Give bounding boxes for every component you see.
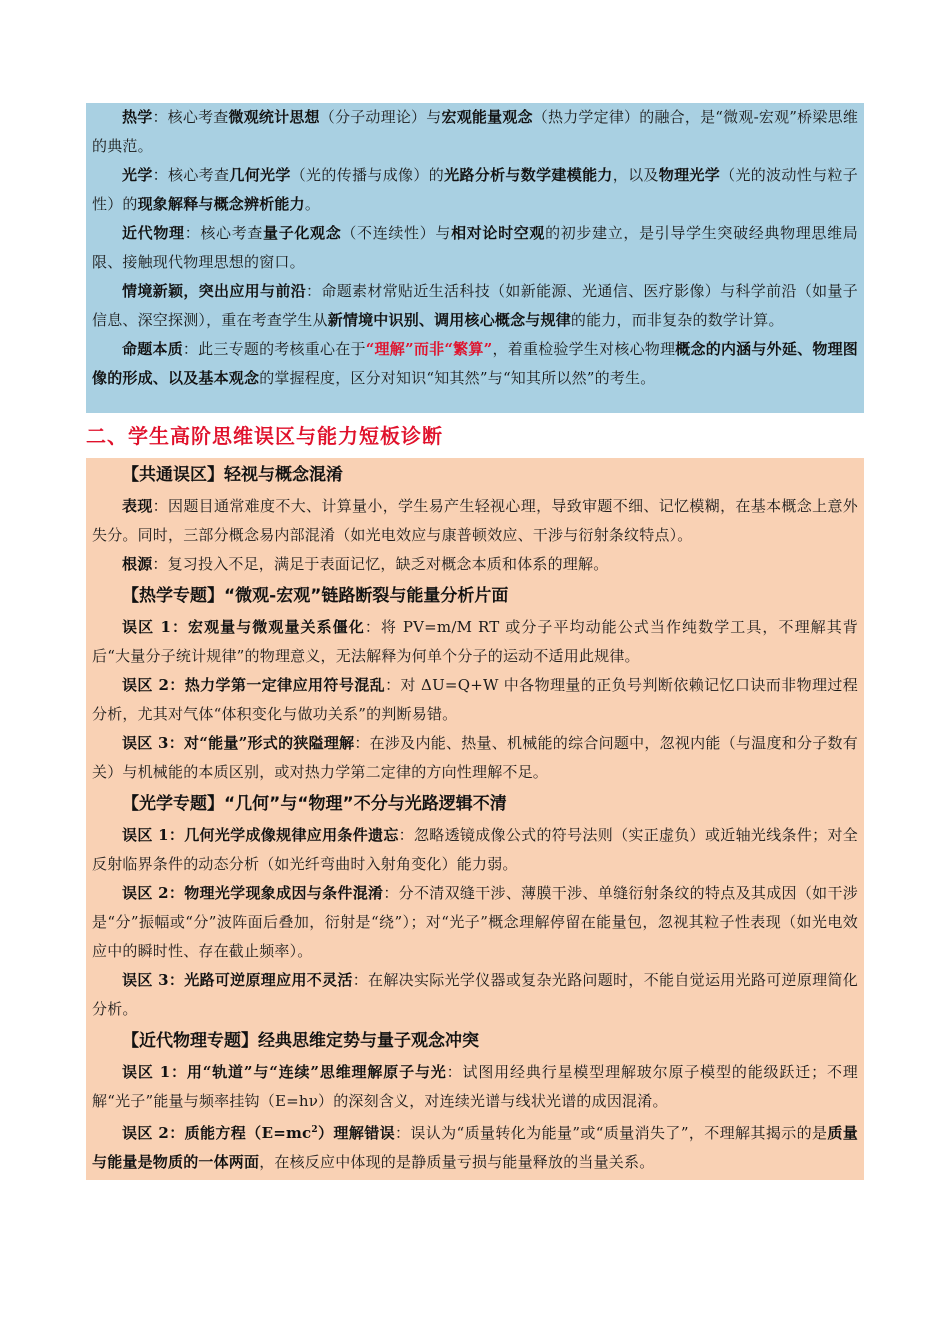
text: ：命题素材常贴近生活科技（如新能源、光通信、医疗影像）与科学前沿（如量子信息、深空探测），重在考查学生从 [92,282,858,329]
common-show-paragraph [92,492,858,550]
optics-item-3 [92,966,858,1024]
optics-item-1 [92,821,858,879]
text: ：将 PV=m/M RT 或分子平均动能公式当作纯数学工具，不理解其背后“大量分子统计规律”的物理意义，无法解释为何单个分子的运动不适用此规律。 [92,618,858,665]
show-lead: 表现 [122,497,153,515]
thermal-item-2 [92,671,858,729]
bold-text: 新情境中识别、调用核心概念与规律 [327,311,571,329]
text: ：误认为“质量转化为能量”或“质量消失了”，不理解其揭示的是 [395,1124,828,1142]
text: ：忽略透镜成像公式的符号法则（实正虚负）或近轴光线条件；对全反射临界条件的动态分析（如光纤弯曲时入射角变化）能力弱。 [92,826,858,873]
bold-text: 宏观能量观念 [441,108,533,126]
item-lead: 误区 1：用“轨道”与“连续”思维理解原子与光 [122,1063,447,1081]
diagnosis-box [86,458,864,1180]
modern-item-2 [92,1116,858,1177]
bold-text: 概念的内涵与外延、物理图像的形成、以及基本观念 [92,340,858,387]
item-lead: 误区 1：宏观量与微观量关系僵化 [122,618,365,636]
modern-lead: 近代物理 [122,224,185,242]
text: 的初步建立，是引导学生突破经典物理思维局限、接触现代物理思想的窗口。 [92,224,858,271]
item-lead: 误区 3：对“能量”形式的狭隘理解 [122,734,355,752]
text: ：此三专题的考核重心在于 [182,340,366,358]
text: ，在核反应中体现的是静质量亏损与能量释放的当量关系。 [259,1153,655,1171]
text: （分子动理论）与 [319,108,442,126]
section-title: 二、学生高阶思维误区与能力短板诊断 [86,424,443,448]
root-lead: 根源 [122,555,153,573]
thermal-lead: 热学 [122,108,153,126]
bold-text: 质量与能量是物质的一体两面 [92,1124,858,1171]
common-root-paragraph [92,550,858,579]
item-lead: 误区 1：几何光学成像规律应用条件遗忘 [122,826,399,844]
context-lead: 情境新颖，突出应用与前沿 [122,282,307,300]
text: （不连续性）与 [341,224,452,242]
essence-paragraph [92,335,858,393]
context-paragraph [92,277,858,335]
bold-text: 量子化观念 [263,224,342,242]
common-heading: 【共通误区】轻视与概念混淆 [122,465,343,485]
highlight-text: “理解”而非“繁算” [365,340,493,358]
item-lead [122,1124,395,1142]
text: 的能力，而非复杂的数学计算。 [570,311,784,329]
bold-text: 物理光学 [658,166,721,184]
lead-part: 误区 2：质能方程（E=mc [122,1124,312,1142]
text: ，着重检验学生对核心物理 [492,340,676,358]
modern-topic-heading: 【近代物理专题】经典思维定势与量子观念冲突 [122,1031,479,1051]
bold-text: 相对论时空观 [451,224,546,242]
thermal-paragraph [92,103,858,161]
text: ：复习投入不足，满足于表面记忆，缺乏对概念本质和体系的理解。 [152,555,609,573]
item-lead: 误区 3：光路可逆原理应用不灵活 [122,971,353,989]
modern-paragraph [92,219,858,277]
text: （热力学定律）的融合，是“微观-宏观”桥梁思维的典范。 [92,108,859,155]
text: ：核心考查 [184,224,264,242]
modern-item-1 [92,1058,858,1116]
text: ：分不清双缝干涉、薄膜干涉、单缝衍射条纹的特点及其成因（如干涉是“分”振幅或“分”波阵面后叠加，衍射是“绕”）；对“光子”概念理解停留在能量包，忽视其粒子性表现（如光电效应中的瞬时性、存在截止频率）。 [92,884,858,960]
item-lead: 误区 2：物理光学现象成因与条件混淆 [122,884,384,902]
essence-lead: 命题本质 [122,340,183,358]
bold-text: 几何光学 [229,166,291,184]
optics-paragraph [92,161,858,219]
text: 的掌握程度，区分对知识“知其然”与“知其所以然”的考生。 [259,369,656,387]
thermal-item-1 [92,613,858,671]
text: ，以及 [612,166,659,184]
text: ：对 ΔU=Q+W 中各物理量的正负号判断依赖记忆口诀而非物理过程分析，尤其对气体“体积变化与做功关系”的判断易错。 [92,676,859,723]
text: ：在解决实际光学仪器或复杂光路问题时，不能自觉运用光路可逆原理简化分析。 [92,971,858,1018]
optics-topic-heading: 【光学专题】“几何”与“物理”不分与光路逻辑不清 [122,794,507,814]
text: （光的波动性与粒子性）的 [92,166,858,213]
text: ：试图用经典行星模型理解玻尔原子模型的能级跃迁；不理解“光子”能量与频率挂钩（E=hν）的深刻含义，对连续光谱与线状光谱的成因混淆。 [92,1063,858,1110]
text: （光的传播与成像）的 [290,166,445,184]
bold-text: 光路分析与数学建模能力 [444,166,613,184]
lead-part: ）理解错误 [317,1124,395,1142]
bold-text: 微观统计思想 [228,108,320,126]
exam-analysis-box [86,103,864,413]
text: ：因题目通常难度不大、计算量小，学生易产生轻视心理，导致审题不细、记忆模糊，在基本概念上意外失分。同时，三部分概念易内部混淆（如光电效应与康普顿效应、干涉与衍射条纹特点）。 [92,497,858,544]
text: ：核心考查 [152,166,230,184]
thermal-item-3 [92,729,858,787]
optics-item-2 [92,879,858,966]
text: ：在涉及内能、热量、机械能的综合问题中，忽视内能（与温度和分子数有关）与机械能的本质区别，或对热力学第二定律的方向性理解不足。 [92,734,858,781]
bold-text: 现象解释与概念辨析能力 [137,195,305,213]
text: ：核心考查 [152,108,229,126]
superscript: 2 [311,1125,318,1135]
item-lead: 误区 2：热力学第一定律应用符号混乱 [122,676,386,694]
thermal-topic-heading: 【热学专题】“微观-宏观”链路断裂与能量分析片面 [122,586,509,606]
text: 。 [304,195,321,213]
optics-lead: 光学 [122,166,153,184]
